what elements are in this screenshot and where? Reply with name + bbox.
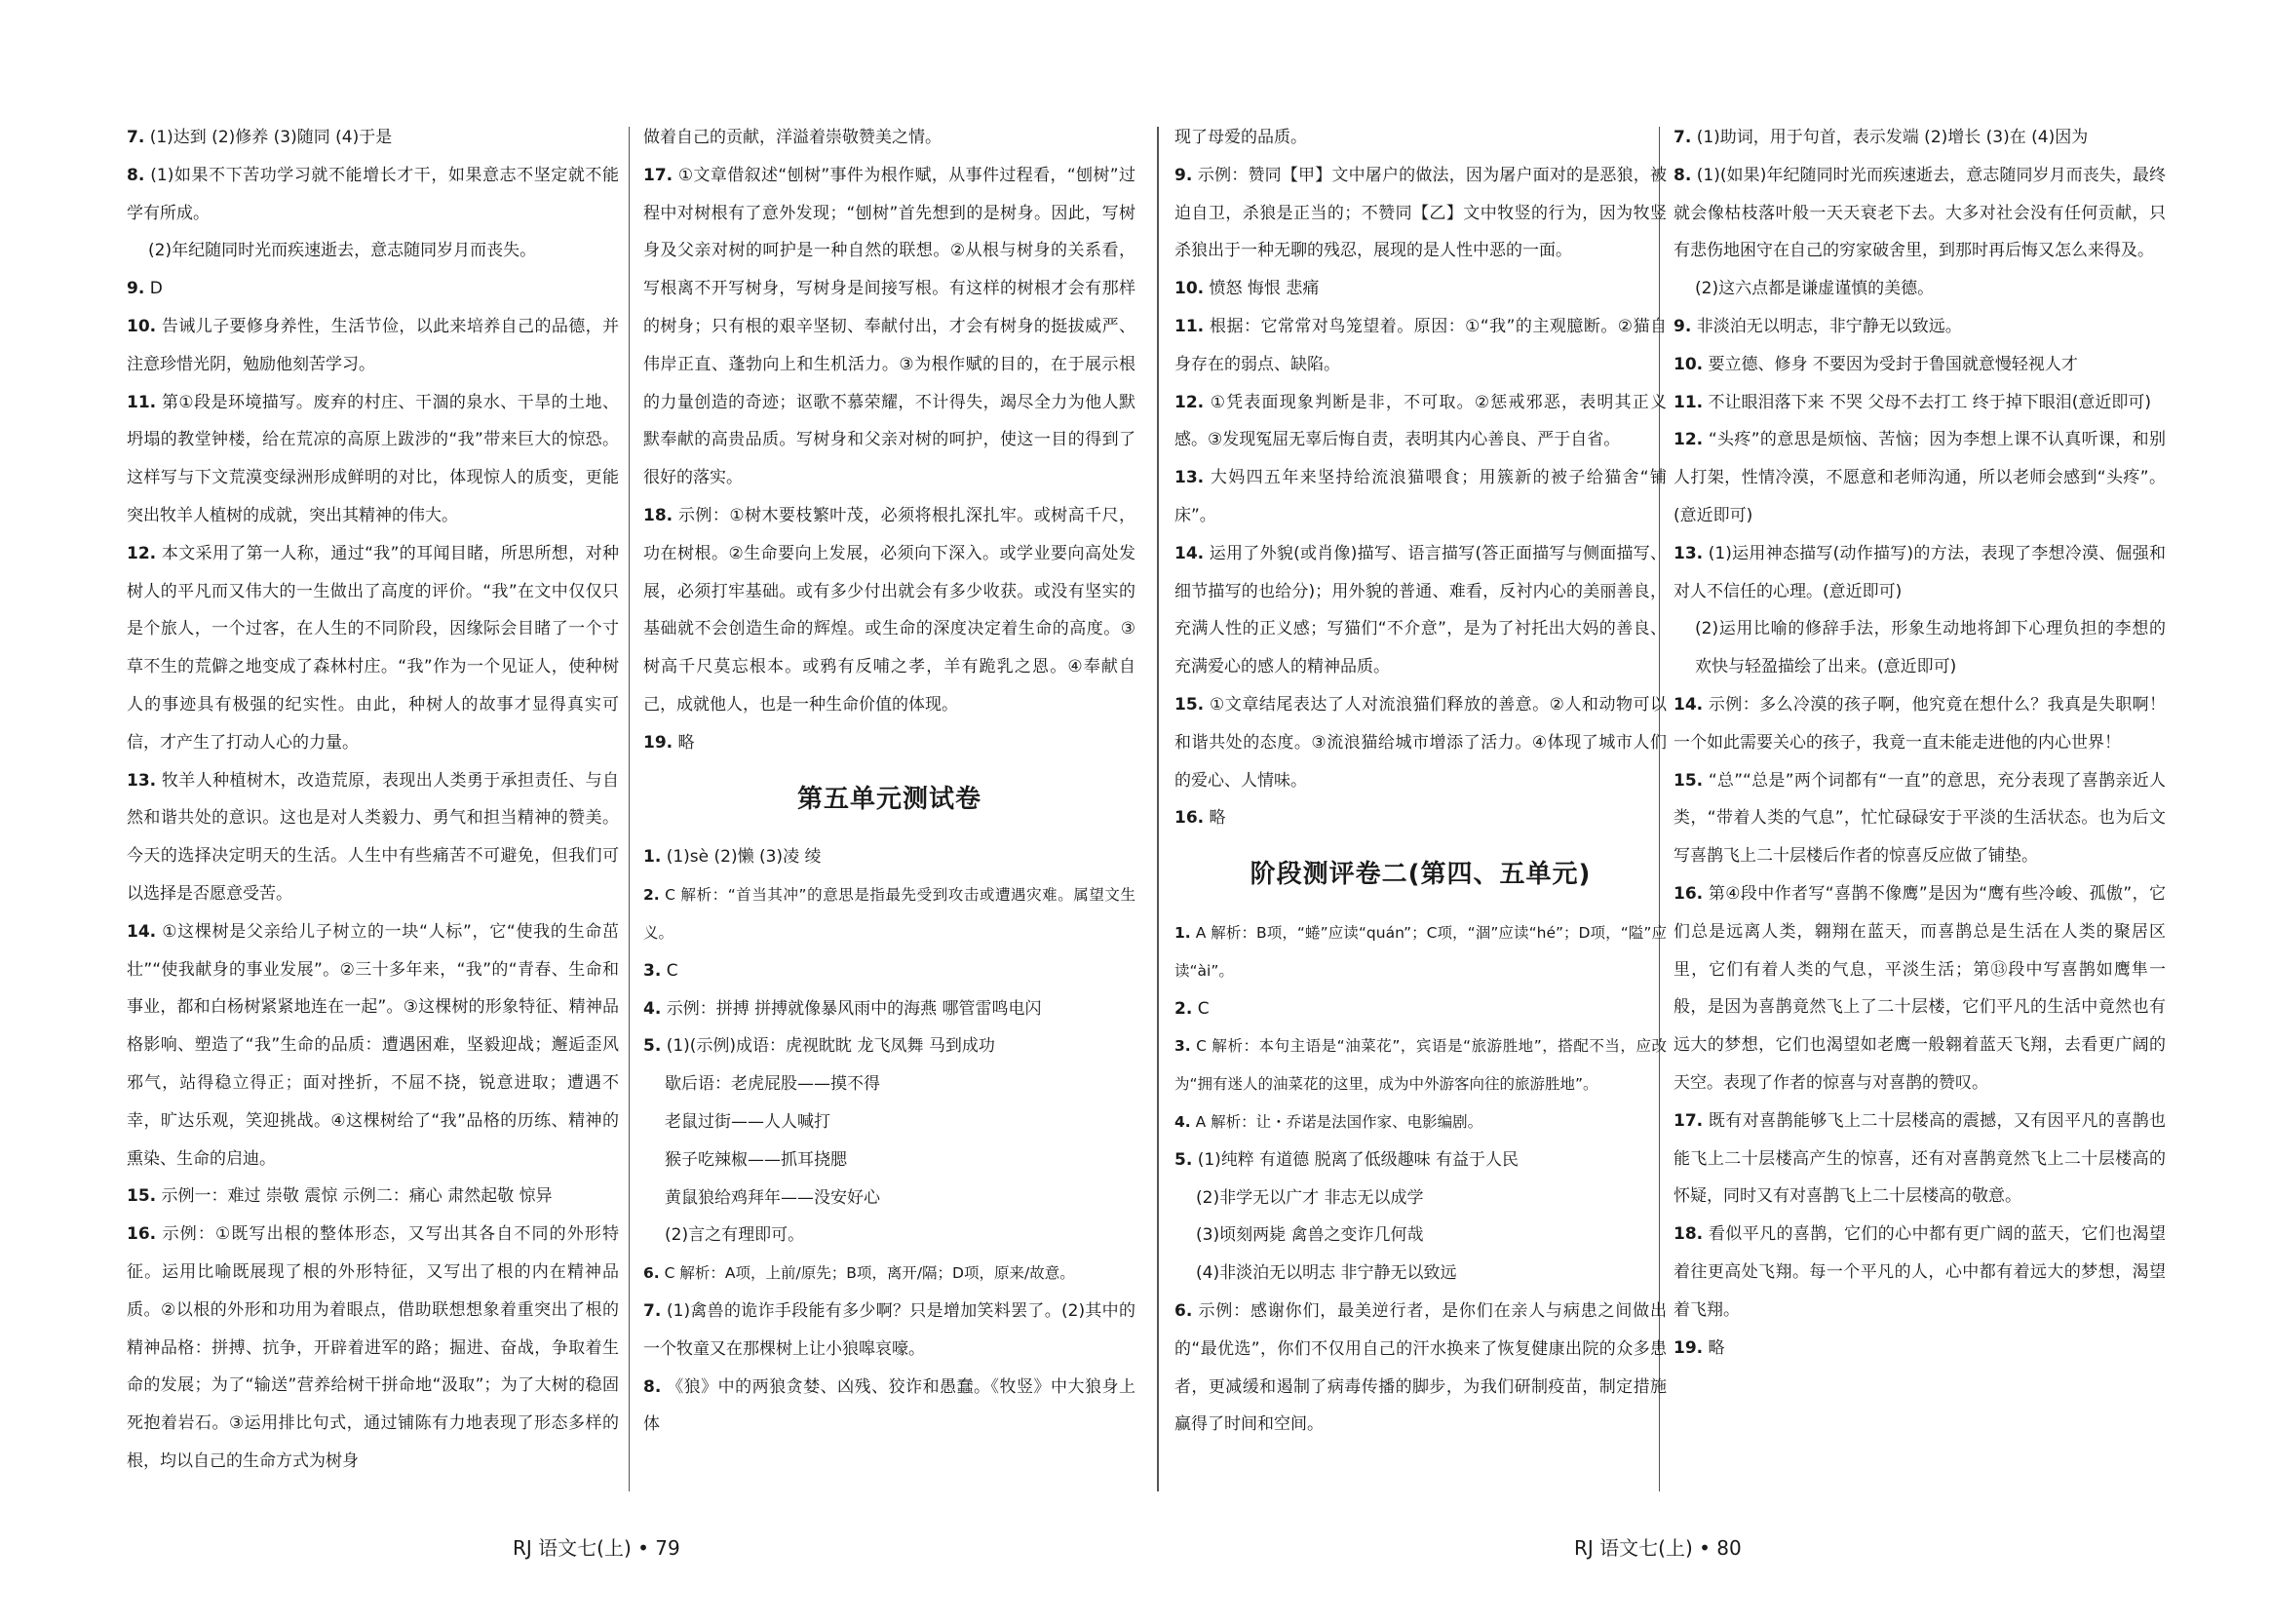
answer-item: 16. 第④段中作者写“喜鹊不像鹰”是因为“鹰有些冷峻、孤傲”，它们总是远离人类，翱翔在蓝天，而喜鹊总是生活在人类的聚居区里，它们有着人类的气息，平淡生活；第⑬段中写喜鹊如鹰隼一般，是因为喜鹊竟然飞上了二十层楼，它们平凡的生活中竟然也有远大的梦想，它们也渴望如老鹰一般翱着蓝天飞翔，去看更广阔的天空。表现了作者的惊喜与对喜鹊的赞叹。	[1674, 883, 2166, 1093]
answer-item: 16. 略	[1174, 808, 1226, 829]
question-number: 14.	[1174, 543, 1205, 563]
question-number: 3.	[643, 960, 662, 981]
answer-item: 6. 示例：感谢你们，最美逆行者，是你们在亲人与病患之间做出的“最优选”，你们不仅用自己的汗水换来了恢复健康出院的众多患者，更减缓和遏制了病毒传播的脚步，为我们研制疫苗，制定措施赢得了时间和空间。	[1174, 1300, 1667, 1435]
answer-column-4	[1674, 119, 2166, 1367]
question-number: 13.	[1174, 468, 1205, 488]
answer-item: 1. (1)sè (2)懒 (3)凌 绫	[643, 847, 822, 868]
question-number: 9.	[1174, 165, 1193, 185]
question-number: 19.	[1674, 1337, 1704, 1358]
answer-item: 1. A 解析：B项，“蜷”应读“quán”；C项，“涸”应读“hé”；D项，“隘”应读“ài”。	[1174, 923, 1667, 980]
answer-item: 19. 略	[643, 732, 695, 753]
section-title-stage-test-2: 阶段测评卷二(第四、五单元)	[1250, 860, 1592, 890]
answer-item: 黄鼠狼给鸡拜年——没安好心	[665, 1187, 880, 1208]
question-number: 4.	[643, 998, 662, 1019]
answer-item: 歇后语：老虎屁股——摸不得	[665, 1074, 880, 1095]
answer-item: 9. 非淡泊无以明志，非宁静无以致远。	[1674, 316, 1962, 336]
question-number: 16.	[1174, 808, 1205, 829]
answer-item: (3)顷刻两毙 禽兽之变诈几何哉	[1196, 1225, 1424, 1246]
question-number: 6.	[1174, 1300, 1193, 1321]
answer-item: 17. ①文章借叙述“刨树”事件为根作赋，从事件过程看，“刨树”过程中对树根有了意外发现；“刨树”首先想到的是树身。因此，写树身及父亲对树的呵护是一种自然的联想。②从根与树身的关系看，写根离不开写树身，写树身是间接写根。有这样的树根才会有那样的树身；只有根的艰辛坚韧、奉献付出，才会有树身的挺拔威严、伟岸正直、蓬勃向上和生机活力。③为根作赋的目的，在于展示根的力量创造的奇迹；讴歌不慕荣耀，不计得失，竭尽全力为他人默默奉献的高贵品质。写树身和父亲对树的呵护，使这一目的得到了很好的落实。	[643, 165, 1135, 488]
page-footer-right: RJ 语文七(上) • 80	[1574, 1536, 1742, 1560]
answer-item: 12. “头疼”的意思是烦恼、苦恼；因为李想上课不认真听课，和别人打架，性情冷漠，不愿意和老师沟通，所以老师会感到“头疼”。(意近即可)	[1674, 430, 2166, 525]
question-number: 12.	[127, 543, 157, 563]
answer-item: 17. 既有对喜鹊能够飞上二十层楼高的震撼，又有因平凡的喜鹊也能飞上二十层楼高产生的惊喜，还有对喜鹊竟然飞上二十层楼高的怀疑，同时又有对喜鹊飞上二十层楼高的敬意。	[1674, 1110, 2166, 1207]
answer-item: 现了母爱的品质。	[1174, 128, 1307, 147]
answer-item: 16. 示例：①既写出根的整体形态，又写出其各自不同的外形特征。运用比喻既展现了根的外形特征，又写出了根的内在精神品质。②以根的外形和功用为着眼点，借助联想想象着重突出了根的精神品格：拼搏、抗争，开辟着进军的路；掘进、奋战，争取着生命的发展；为了“输送”营养给树干拼命地“汲取”；为了大树的稳固死抱着岩石。③运用排比句式，通过铺陈有力地表现了形态多样的根，均以自己的生命方式为树身	[127, 1224, 619, 1471]
answer-item: 15. ①文章结尾表达了人对流浪猫们释放的善意。②人和动物可以和谐共处的态度。③流浪猫给城市增添了活力。④体现了城市人们的爱心、人情味。	[1174, 694, 1667, 791]
question-number: 7.	[1674, 128, 1692, 147]
answer-item: 13. 牧羊人种植树木，改造荒原，表现出人类勇于承担责任、与自然和谐共处的意识。这也是对人类毅力、勇气和担当精神的赞美。今天的选择决定明天的生活。人生中有些痛苦不可避免，但我们可以选择是否愿意受苦。	[127, 770, 619, 904]
question-number: 19.	[643, 732, 673, 753]
answer-item: 18. 看似平凡的喜鹊，它们的心中都有更广阔的蓝天，它们也渴望着往更高处飞翔。每一个平凡的人，心中都有着远大的梦想，渴望着飞翔。	[1674, 1224, 2166, 1320]
question-number: 15.	[1174, 694, 1205, 715]
answer-item: 5. (1)(示例)成语：虎视眈眈 龙飞凤舞 马到成功	[643, 1036, 995, 1057]
question-number: 6.	[643, 1264, 660, 1283]
answer-item: 10. 愤怒 悔恨 悲痛	[1174, 279, 1320, 299]
answer-item: 18. 示例：①树木要枝繁叶茂，必须将根扎深扎牢。或树高千尺，功在树根。②生命要向上发展，必须向下深入。或学业要向高处发展，必须打牢基础。或有多少付出就会有多少收获。或没有坚实的基础就不会创造生命的辉煌。或生命的深度决定着生命的高度。③树高千尺莫忘根本。或鸦有反哺之孝，羊有跪乳之恩。④奉献自己，成就他人，也是一种生命价值的体现。	[643, 505, 1135, 715]
answer-column-3	[1174, 119, 1667, 1444]
answer-item: 9. D	[127, 279, 163, 299]
answer-item: 10. 要立德、修身 不要因为受封于鲁国就意慢轻视人才	[1674, 354, 2078, 374]
question-number: 15.	[127, 1186, 157, 1207]
answer-item: 12. ①凭表面现象判断是非，不可取。②惩戒邪恶，表明其正义感。③发现冤屈无辜后悔自责，表明其内心善良、严于自省。	[1174, 392, 1667, 450]
answer-item: 7. (1)禽兽的诡诈手段能有多少啊？只是增加笑料罢了。(2)其中的一个牧童又在那棵树上让小狼嗥哀嚎。	[643, 1300, 1135, 1359]
question-number: 2.	[643, 886, 660, 905]
answer-item: (2)年纪随同时光而疾速逝去，意志随同岁月而丧失。	[148, 241, 537, 261]
answer-item: 7. (1)助词，用于句首，表示发端 (2)增长 (3)在 (4)因为	[1674, 128, 2089, 147]
question-number: 14.	[127, 921, 157, 942]
column-divider-1	[629, 127, 630, 1491]
page-footer-left: RJ 语文七(上) • 79	[513, 1536, 680, 1560]
answer-item: 5. (1)纯粹 有道德 脱离了低级趣味 有益于人民	[1174, 1149, 1519, 1170]
answer-item: 14. ①这棵树是父亲给儿子树立的一块“人标”，它“使我的生命茁壮”“使我献身的事业发展”。②三十多年来，“我”的“青春、生命和事业，都和白杨树紧紧地连在一起”。③这棵树的形象特征、精神品格影响、塑造了“我”生命的品质：遭遇困难，坚毅迎战；邂逅歪风邪气，站得稳立得正；面对挫折，不屈不挠，锐意进取；遭遇不幸，旷达乐观，笑迎挑战。④这棵树给了“我”品格的历练、精神的熏染、生命的启迪。	[127, 921, 619, 1169]
answer-item: 8. 《狼》中的两狼贪婪、凶残、狡诈和愚蠢。《牧竖》中大狼身上体	[643, 1376, 1135, 1435]
question-number: 18.	[643, 505, 673, 525]
answer-column-2	[643, 119, 1135, 1444]
answer-item: 10. 告诫儿子要修身养性，生活节俭，以此来培养自己的品德，并注意珍惜光阴，勉励他刻苦学习。	[127, 316, 619, 374]
question-number: 12.	[1674, 430, 1704, 450]
question-number: 9.	[127, 279, 145, 299]
answer-item: (4)非淡泊无以明志 非宁静无以致远	[1196, 1263, 1457, 1284]
section-title-unit5-test: 第五单元测试卷	[796, 784, 981, 814]
question-number: 2.	[1174, 998, 1193, 1019]
answer-item: 13. 大妈四五年来坚持给流浪猫喂食；用簇新的被子给猫舍“铺床”。	[1174, 468, 1667, 525]
answer-item: (2)言之有理即可。	[665, 1225, 805, 1246]
answer-item: 做着自己的贡献，洋溢着崇敬赞美之情。	[643, 128, 942, 147]
answer-item: 2. C 解析：“首当其冲”的意思是指最先受到攻击或遭遇灾难。属望文生义。	[643, 886, 1135, 942]
answer-item: 9. 示例：赞同【甲】文中屠户的做法，因为屠户面对的是恶狼，被迫自卫，杀狼是正当的；不赞同【乙】文中牧竖的行为，因为牧竖杀狼出于一种无聊的残忍，展现的是人性中恶的一面。	[1174, 165, 1667, 261]
question-number: 15.	[1674, 770, 1704, 791]
question-number: 3.	[1174, 1037, 1191, 1056]
answer-item: 19. 略	[1674, 1337, 1725, 1358]
question-number: 13.	[127, 770, 157, 791]
answer-item: 11. 第①段是环境描写。废弃的村庄、干涸的泉水、干旱的土地、坍塌的教堂钟楼，给在荒凉的高原上跋涉的“我”带来巨大的惊恐。这样写与下文荒漠变绿洲形成鲜明的对比，体现惊人的质变，更能突出牧羊人植树的成就，突出其精神的伟大。	[127, 392, 619, 525]
question-number: 10.	[1174, 279, 1205, 299]
question-number: 1.	[1174, 923, 1191, 942]
answer-item: 12. 本文采用了第一人称，通过“我”的耳闻目睹，所思所想，对种树人的平凡而又伟大的一生做出了高度的评价。“我”在文中仅仅只是个旅人，一个过客，在人生的不同阶段，因缘际会目睹了一个寸草不生的荒僻之地变成了森林村庄。“我”作为一个见证人，使种树人的事迹具有极强的纪实性。由此，种树人的故事才显得真实可信，才产生了打动人心的力量。	[127, 543, 619, 753]
answer-item: 3. C	[643, 960, 678, 981]
answer-item: 11. 根据：它常常对鸟笼望着。原因：①“我”的主观臆断。②猫自身存在的弱点、缺陷。	[1174, 316, 1667, 374]
question-number: 8.	[127, 165, 145, 185]
question-number: 10.	[127, 316, 157, 336]
page-center-divider	[1157, 127, 1159, 1491]
answer-item: (2)运用比喻的修辞手法，形象生动地将卸下心理负担的李想的欢快与轻盈描绘了出来。(意近即可)	[1695, 619, 2166, 677]
question-number: 16.	[127, 1224, 157, 1245]
answer-item: 6. C 解析：A项，上前/原先；B项，离开/隔；D项，原来/故意。	[643, 1264, 1075, 1283]
answer-item: 15. 示例一：难过 崇敬 震惊 示例二：痛心 肃然起敬 惊异	[127, 1186, 553, 1207]
question-number: 8.	[1674, 165, 1692, 185]
answer-item: 14. 示例：多么冷漠的孩子啊，他究竟在想什么？我真是失职啊！一个如此需要关心的孩子，我竟一直未能走进他的内心世界！	[1674, 694, 2166, 753]
answer-item: 猴子吃辣椒——抓耳挠腮	[665, 1149, 847, 1170]
question-number: 8.	[643, 1376, 662, 1397]
question-number: 16.	[1674, 883, 1704, 904]
question-number: 1.	[643, 847, 662, 868]
answer-item: 2. C	[1174, 998, 1210, 1019]
answer-column-1	[127, 119, 619, 1481]
question-number: 11.	[1174, 316, 1205, 336]
question-number: 5.	[643, 1036, 662, 1057]
question-number: 11.	[1674, 392, 1704, 412]
answer-item: 13. (1)运用神态描写(动作描写)的方法，表现了李想冷漠、倔强和对人不信任的心理。(意近即可)	[1674, 543, 2166, 601]
question-number: 18.	[1674, 1224, 1704, 1245]
question-number: 4.	[1174, 1112, 1191, 1131]
answer-item: 7. (1)达到 (2)修养 (3)随同 (4)于是	[127, 128, 393, 147]
question-number: 7.	[643, 1300, 662, 1321]
question-number: 5.	[1174, 1149, 1193, 1170]
answer-item: 15. “总”“总是”两个词都有“一直”的意思，充分表现了喜鹊亲近人类，“带着人类的气息”，忙忙碌碌安于平淡的生活状态。也为后文写喜鹊飞上二十层楼后作者的惊喜反应做了铺垫。	[1674, 770, 2166, 867]
question-number: 14.	[1674, 694, 1704, 715]
question-number: 17.	[1674, 1110, 1704, 1131]
answer-item: (2)这六点都是谦虚谨慎的美德。	[1695, 279, 1935, 299]
answer-item: 8. (1)(如果)年纪随同时光而疾速逝去，意志随同岁月而丧失，最终就会像枯枝落叶般一天天衰老下去。大多对社会没有任何贡献，只有悲伤地困守在自己的穷家破舍里，到那时再后悔又怎么来得及。	[1674, 165, 2166, 261]
question-number: 13.	[1674, 543, 1704, 563]
question-number: 12.	[1174, 392, 1205, 412]
question-number: 9.	[1674, 316, 1692, 336]
answer-item: 11. 不让眼泪落下来 不哭 父母不去打工 终于掉下眼泪(意近即可)	[1674, 392, 2152, 412]
answer-item: 8. (1)如果不下苦功学习就不能增长才干，如果意志不坚定就不能学有所成。	[127, 165, 619, 223]
answer-item: 3. C 解析：本句主语是“油菜花”，宾语是“旅游胜地”，搭配不当，应改为“拥有迷人的油菜花的这里，成为中外游客向往的旅游胜地”。	[1174, 1037, 1667, 1094]
answer-item: 14. 运用了外貌(或肖像)描写、语言描写(答正面描写与侧面描写、细节描写的也给分)；用外貌的普通、难看，反衬内心的美丽善良，充满人性的正义感；写猫们“不介意”，是为了衬托出大妈的善良、充满爱心的感人的精神品质。	[1174, 543, 1667, 677]
question-number: 10.	[1674, 354, 1704, 374]
answer-item: 老鼠过街——人人喊打	[665, 1111, 830, 1132]
question-number: 17.	[643, 165, 673, 185]
answer-item: 4. 示例：拼搏 拼搏就像暴风雨中的海燕 哪管雷鸣电闪	[643, 998, 1042, 1019]
answer-item: (2)非学无以广才 非志无以成学	[1196, 1187, 1424, 1208]
question-number: 11.	[127, 392, 157, 412]
question-number: 7.	[127, 128, 145, 147]
answer-item: 4. A 解析：让・乔诺是法国作家、电影编剧。	[1174, 1112, 1483, 1131]
